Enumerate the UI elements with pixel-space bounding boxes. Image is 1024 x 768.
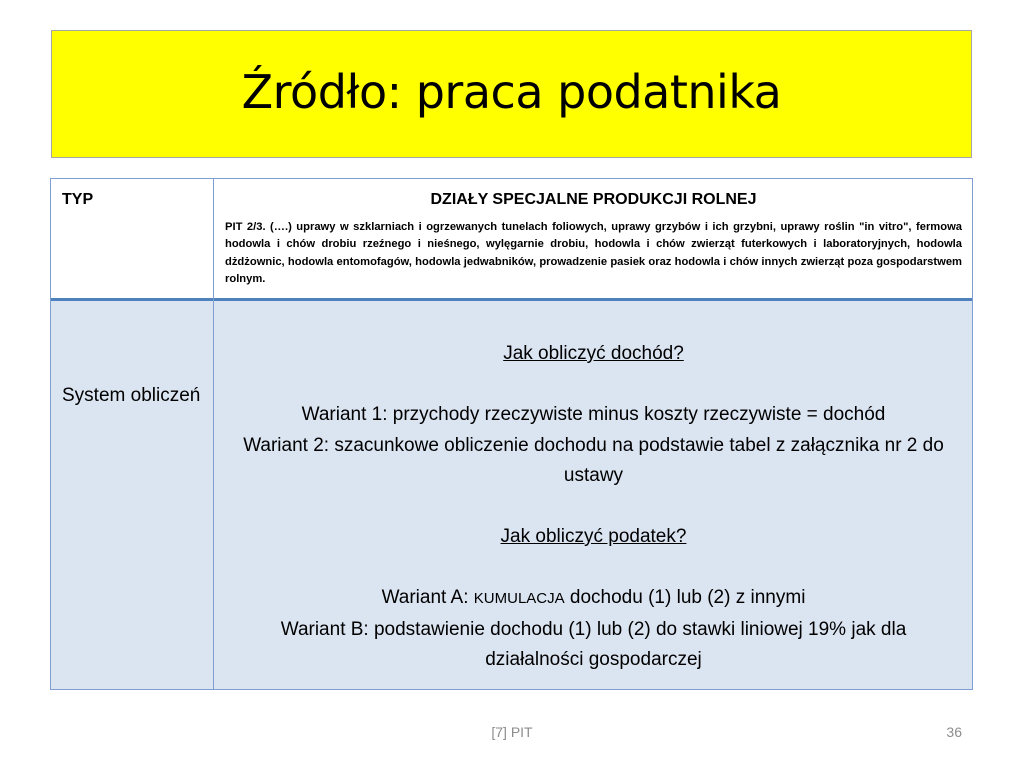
category-description: PIT 2/3. (….) uprawy w szklarniach i ogrzewanych tunelach foliowych, uprawy grzybów i ich grzybni, uprawy roślin "in vitro", fermowa hodowla i chów drobiu rzeźnego i nieśnego, wylęgarnie drobiu, hodowla i chów zwierząt futerkowych i laboratoryjnych, hodowla dżdżownic, hodowla entomofagów, hodowla jedwabników, prowadzenie pasiek oraz hodowla i chów innych zwierząt poza gospodarstwem rolnym. <box>225 221 962 285</box>
header-category: DZIAŁY SPECJALNE PRODUKCJI ROLNEJ <box>430 191 757 208</box>
variant-a-suffix: dochodu (1) lub (2) z innymi <box>564 587 806 608</box>
variant-a-prefix: Wariant A: <box>381 587 474 608</box>
info-table <box>50 178 973 690</box>
row-label-system: System obliczeń <box>62 385 201 406</box>
question-tax: Jak obliczyć podatek? <box>500 526 687 547</box>
variant-1: Wariant 1: przychody rzeczywiste minus koszty rzeczywiste = dochód <box>301 404 886 425</box>
table-header-row <box>51 179 972 298</box>
variant-a-kumulacja: KUMULACJA <box>473 590 565 607</box>
footer-source: [7] PIT <box>491 724 533 740</box>
variant-2: Wariant 2: szacunkowe obliczenie dochodu na podstawie tabel z załącznika nr 2 do ustawy <box>243 434 944 486</box>
question-income: Jak obliczyć dochód? <box>503 343 684 364</box>
table-body-row <box>51 301 972 689</box>
title-banner <box>51 30 972 158</box>
column-divider <box>213 179 214 689</box>
spacer <box>225 553 962 584</box>
footer-page-number: 36 <box>946 724 962 740</box>
spacer <box>225 370 962 401</box>
variant-b: Wariant B: podstawienie dochodu (1) lub (2) do stawki liniowej 19% jak dla działalności gospodarczej <box>280 618 907 670</box>
calculation-content <box>225 339 962 676</box>
variant-a <box>225 583 962 615</box>
spacer <box>225 492 962 523</box>
header-type: TYP <box>62 191 94 208</box>
slide-title: Źródło: praca podatnika <box>241 65 782 119</box>
